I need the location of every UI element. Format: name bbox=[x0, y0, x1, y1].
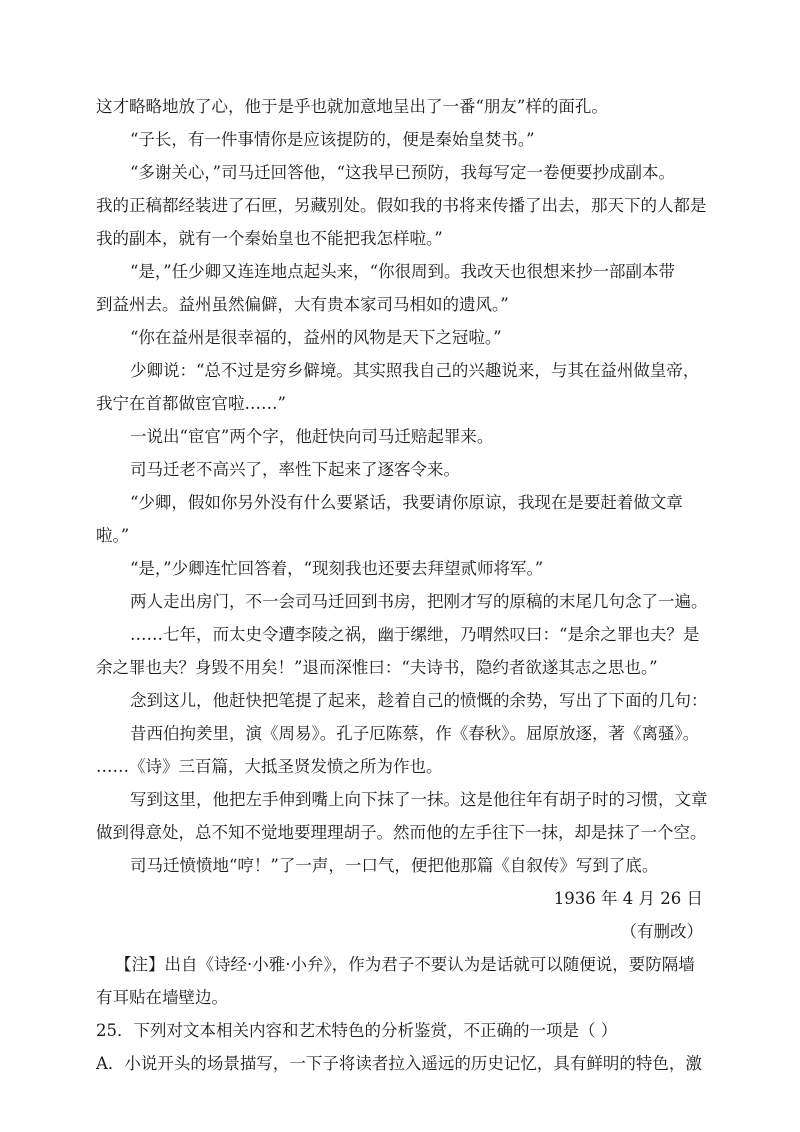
text-line: 1936 年 4 月 26 日 bbox=[553, 889, 703, 908]
text-line: “少卿，假如你另外没有什么要紧话，我要请你原谅，我现在是要赶着做文章 bbox=[130, 493, 683, 512]
text-line: 啦。” bbox=[96, 526, 130, 545]
text-line: 两人走出房门，不一会司马迁回到书房，把刚才写的原稿的末尾几句念了一遍。 bbox=[130, 592, 708, 611]
text-line: 【注】出自《诗经·小雅·小弁》，作为君子不要认为是话就可以随便说，要防隔墙 bbox=[115, 955, 695, 974]
text-line: 昔西伯拘羑里，演《周易》。孔子厄陈蔡，作《春秋》。屈原放逐，著《离骚》。 bbox=[130, 724, 700, 743]
text-line: 我的副本，就有一个秦始皇也不能把我怎样啦。” bbox=[96, 229, 443, 248]
text-line: ……《诗》三百篇，大抵圣贤发愤之所为作也。 bbox=[96, 757, 443, 776]
text-line: “你在益州是很幸福的，益州的风物是天下之冠啦。” bbox=[130, 328, 502, 347]
text-line: 我的正稿都经装进了石匣，另藏别处。假如我的书将来传播了出去，那天下的人都是 bbox=[96, 196, 707, 215]
text-line: A．小说开头的场景描写，一下子将读者拉入遥远的历史记忆，具有鲜明的特色，激 bbox=[96, 1054, 702, 1073]
text-line: 一说出“宦官”两个字，他赶快向司马迁赔起罪来。 bbox=[130, 427, 494, 446]
text-line: 司马迁老不高兴了，率性下起来了逐客令来。 bbox=[130, 460, 460, 479]
text-line: 司马迁愤愤地“哼！”了一声，一口气，便把他那篇《自叙传》写到了底。 bbox=[130, 856, 659, 875]
text-line: 我宁在首都做宦官啦……” bbox=[96, 394, 286, 413]
text-line: 少卿说：“总不过是穷乡僻境。其实照我自己的兴趣说来，与其在益州做皇帝， bbox=[130, 361, 700, 380]
text-line: “是，”少卿连忙回答着，“现刻我也还要去拜望贰师将军。” bbox=[130, 559, 544, 578]
text-line: 到益州去。益州虽然偏僻，大有贵本家司马相如的遗风。” bbox=[96, 295, 509, 314]
text-line: “是，”任少卿又连连地点起头来，“你很周到。我改天也很想来抄一部副本带 bbox=[130, 262, 676, 281]
text-line: 念到这儿，他赶快把笔提了起来，趁着自己的愤慨的余势，写出了下面的几句： bbox=[130, 691, 708, 710]
text-line: （有删改） bbox=[620, 922, 703, 941]
text-line: “多谢关心，”司马迁回答他，“这我早已预防，我每写定一卷便要抄成副本。 bbox=[130, 163, 676, 182]
text-line: 这才略略地放了心，他于是乎也就加意地呈出了一番“朋友”样的面孔。 bbox=[96, 97, 608, 116]
text-line: 25．下列对文本相关内容和艺术特色的分析鉴赏，不正确的一项是（ ） bbox=[96, 1021, 618, 1040]
text-line: ……七年，而太史令遭李陵之祸，幽于缧绁，乃喟然叹曰：“是余之罪也夫？是 bbox=[130, 625, 700, 644]
text-line: “子长，有一件事情你是应该提防的，便是秦始皇焚书。” bbox=[130, 130, 535, 149]
text-line: 余之罪也夫？身毁不用矣！”退而深惟曰：“夫诗书，隐约者欲遂其志之思也。” bbox=[96, 658, 658, 677]
text-line: 做到得意处，总不知不觉地要理理胡子。然而他的左手往下一抹，却是抹了一个空。 bbox=[96, 823, 707, 842]
text-line: 有耳贴在墙壁边。 bbox=[96, 988, 228, 1007]
text-line: 写到这里，他把左手伸到嘴上向下抹了一抹。这是他往年有胡子时的习惯，文章 bbox=[130, 790, 708, 809]
